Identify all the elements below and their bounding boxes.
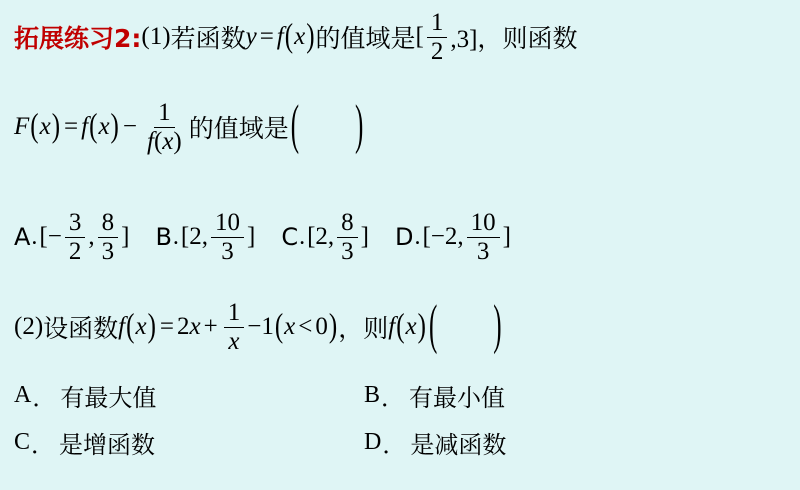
denominator-func-f: f [146,127,154,155]
option-b-label: B [155,223,172,251]
question-2-text-2: 则 [363,314,389,343]
option-d-fraction-1 [467,210,500,264]
var-x-F: x [39,113,51,140]
option-b-fraction-1 [211,210,244,264]
var-x-f: x [98,113,110,140]
paren-close-F: ) [51,108,61,145]
func-f: f [276,23,284,50]
option-c-prefix: [2, [307,223,335,250]
option-b-dot: . [172,223,179,250]
minus-one: −1 [247,313,274,340]
option-a-label: A [14,223,31,251]
option-2-c-label: C [14,429,31,455]
equals-sign: = [259,23,274,50]
plus-sign: + [203,313,218,340]
condition-var-x: x [284,313,296,340]
question-1-text-1: 若函数 [170,24,246,53]
option-2-c-text: 是增函数 [59,431,156,459]
fraction-one-over-x [224,300,245,354]
func-f-tail: f [388,313,396,340]
question-2-line [14,296,504,356]
paren-open-q2: ( [126,308,135,345]
option-2-b[interactable] [364,378,505,413]
option-2-a-dot: ． [32,384,57,412]
question-1-text-2: 的值域是 [315,24,416,53]
question-1-line [14,10,577,64]
func-f-term: f [81,113,89,140]
answer-paren-open-q2: ( [428,296,438,356]
fraction-one-half [427,10,448,64]
fraction-denominator: 3 [221,237,234,265]
option-2-a[interactable] [14,378,364,413]
option-b-suffix: ] [246,223,256,250]
option-2-b-label: B [364,382,381,408]
question-2-number: (2) [14,313,44,340]
condition-paren-close: ) [328,308,338,345]
less-than-sign: < [298,313,313,340]
equals-sign-q2: = [159,313,174,340]
fraction-numerator: 10 [467,210,500,238]
fraction-numerator: 8 [337,210,358,238]
option-d-dot: . [414,223,421,250]
condition-zero: 0 [315,313,328,340]
condition-paren-open: ( [274,308,284,345]
option-2-c[interactable] [14,425,364,460]
option-d-prefix: [−2, [422,223,464,250]
option-b[interactable] [155,210,255,264]
fraction-denominator: 3 [476,237,490,265]
formula-F-line [14,96,365,156]
option-a[interactable] [14,210,129,264]
option-2-b-text: 有最小值 [409,384,506,412]
var-x-q2: x [135,313,147,340]
var-x-term: x [189,313,201,340]
option-2-c-dot: ． [31,431,56,459]
fraction-denominator: 3 [101,237,115,265]
fraction-numerator: 8 [98,210,119,238]
option-a-comma: , [88,223,95,250]
bracket-open: [ [415,23,424,50]
paren-close-q2: ) [147,308,156,345]
func-F: F [14,113,30,140]
var-x-tail: x [405,313,417,340]
fraction-numerator: 3 [65,210,86,238]
exercise-tag: 拓展练习2: [14,24,142,53]
option-c[interactable] [281,210,369,264]
paren-open-f: ( [89,108,98,145]
paren-open: ( [284,18,294,55]
option-a-dot: . [31,223,38,250]
options-row-1 [14,210,537,264]
answer-paren-close-q2: ) [493,296,502,356]
option-2-a-label: A [14,382,32,408]
func-f-q2: f [118,313,126,340]
equals-sign-F: = [64,113,79,140]
answer-paren-close: ) [355,96,364,156]
fraction-numerator: 10 [211,210,244,238]
option-a-fraction-2 [98,210,119,264]
option-c-fraction-1 [337,210,358,264]
option-2-a-text: 有最大值 [60,384,157,412]
denominator-paren-close: ) [173,127,182,155]
question-2-text-1: 设函数 [43,314,119,343]
fraction-denominator: 2 [68,237,82,265]
paren-close: ) [306,18,315,55]
option-2-d-dot: ． [382,431,407,459]
fraction-numerator: 1 [427,10,448,38]
fraction-denominator: 3 [341,237,354,265]
denominator-paren-open: ( [153,127,163,155]
option-a-prefix: [− [39,223,62,250]
option-d[interactable] [395,210,511,264]
fraction-numerator: 1 [224,300,245,328]
option-c-label: C [281,223,299,251]
option-d-label: D [394,223,414,251]
fraction-numerator: 1 [154,100,175,128]
options-group-2 [14,378,774,472]
fraction-denominator [143,128,186,155]
paren-close-f: ) [110,108,119,145]
interval-upper: ,3]， [450,26,503,53]
option-c-suffix: ] [360,223,369,250]
range-text: 的值域是 [188,114,289,143]
var-y: y [245,23,257,50]
paren-open-tail: ( [396,308,405,345]
minus-sign: − [122,113,137,140]
option-a-fraction-1 [65,210,86,264]
paren-open-F: ( [30,108,39,145]
option-c-dot: . [299,223,306,250]
fraction-denominator: 2 [430,37,444,65]
question-1-number: (1) [141,23,171,50]
coefficient-2: 2 [177,313,190,340]
option-2-d[interactable] [364,425,506,460]
option-d-suffix: ] [502,223,511,250]
question-1-text-3: 则函数 [502,24,578,53]
denominator-var-x: x [162,127,174,155]
question-2-comma: ， [338,314,364,343]
paren-close-tail: ) [417,308,426,345]
option-2-d-label: D [364,429,382,455]
answer-paren-open: ( [290,96,300,156]
option-a-suffix: ] [121,223,130,250]
option-2-b-dot: ． [381,384,406,412]
var-x: x [294,23,306,50]
option-b-prefix: [2, [180,223,208,250]
options-row-2-bottom [14,425,774,460]
fraction-one-over-f [143,100,186,154]
option-2-d-text: 是减函数 [410,431,507,459]
fraction-denominator: x [228,327,240,355]
options-row-2-top [14,378,774,413]
